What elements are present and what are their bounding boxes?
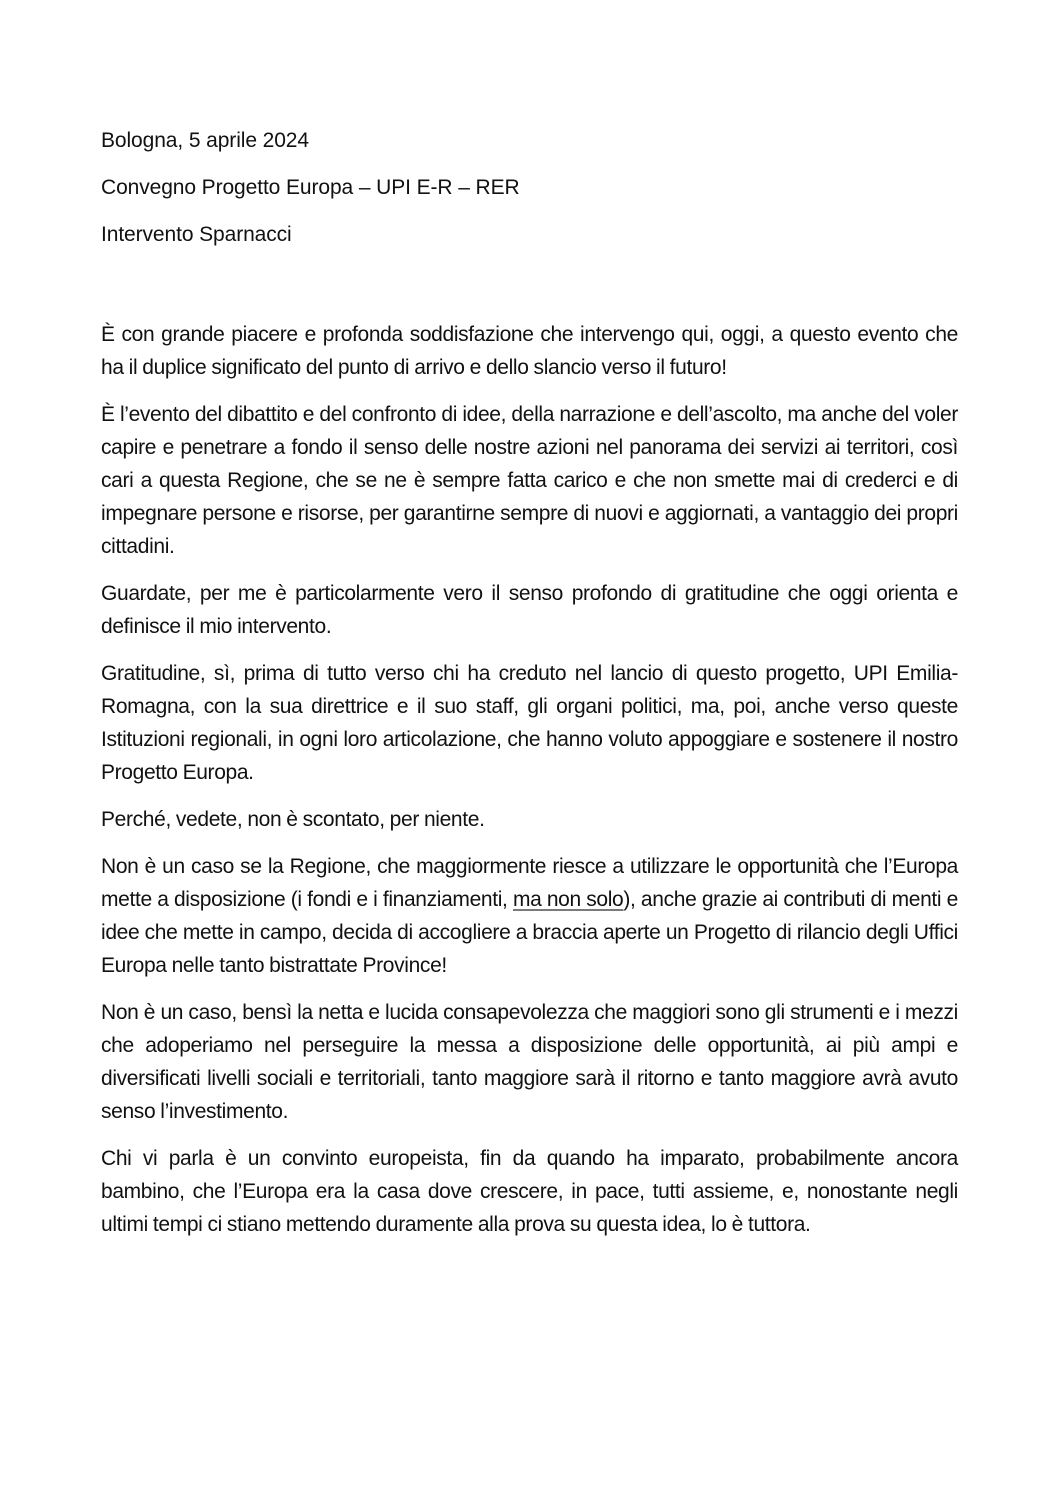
paragraph-4: Gratitudine, sì, prima di tutto verso chi ha creduto nel lancio di questo progetto, UPI Emilia-Romagna, con la sua direttrice e il suo staff, gli organi politici, ma, poi, anche verso queste Istituzioni regionali, in ogni loro articolazione, che hanno voluto appoggiare e sostenere il nostro Progetto Europa. [101, 662, 958, 784]
underlined-phrase: ma non solo [512, 888, 624, 911]
paragraph-2: È l’evento del dibattito e del confronto di idee, della narrazione e dell’ascolto, ma anche del voler capire e penetrare a fondo il senso delle nostre azioni nel panorama dei servizi ai territori, così cari a questa Regione, che se ne è sempre fatta carico e che non smette mai di crederci e di impegnare persone e risorse, per garantirne sempre di nuovi e aggiornati, a vantaggio dei propri cittadini. [101, 403, 958, 558]
paragraph-3: Guardate, per me è particolarmente vero il senso profondo di gratitudine che oggi orienta e definisce il mio intervento. [101, 582, 958, 638]
paragraph-6-before: Non è un caso se la Regione, che maggiormente riesce a utilizzare le opportunità che l’Europa mette a disposizione (i fondi e i finanziamenti, [101, 855, 958, 911]
paragraph-8: Chi vi parla è un convinto europeista, fin da quando ha imparato, probabilmente ancora bambino, che l’Europa era la casa dove crescere, in pace, tutti assieme, e, nonostante negli ultimi tempi ci stiano mettendo duramente alla prova su questa idea, lo è tuttora. [101, 1147, 958, 1236]
paragraph-5: Perché, vedete, non è scontato, per niente. [101, 808, 485, 831]
speech-title-line: Intervento Sparnacci [101, 223, 292, 246]
paragraph-7: Non è un caso, bensì la netta e lucida consapevolezza che maggiori sono gli strumenti e i mezzi che adoperiamo nel perseguire la messa a disposizione delle opportunità, ai più ampi e diversificati livelli sociali e territoriali, tanto maggiore sarà il ritorno e tanto maggiore avrà avuto senso l’investimento. [101, 1001, 958, 1123]
paragraph-6 [101, 850, 958, 982]
place-date-line: Bologna, 5 aprile 2024 [101, 129, 309, 152]
document-page [101, 124, 958, 1255]
event-title-line: Convegno Progetto Europa – UPI E-R – RER [101, 176, 520, 199]
paragraph-6-after: ), anche grazie ai contributi di menti e idee che mette in campo, decida di accogliere a braccia aperte un Progetto di rilancio degli Uffici Europa nelle tanto bistrattate Province! [101, 888, 958, 977]
paragraph-1: È con grande piacere e profonda soddisfazione che intervengo qui, oggi, a questo evento che ha il duplice significato del punto di arrivo e dello slancio verso il futuro! [101, 323, 958, 379]
